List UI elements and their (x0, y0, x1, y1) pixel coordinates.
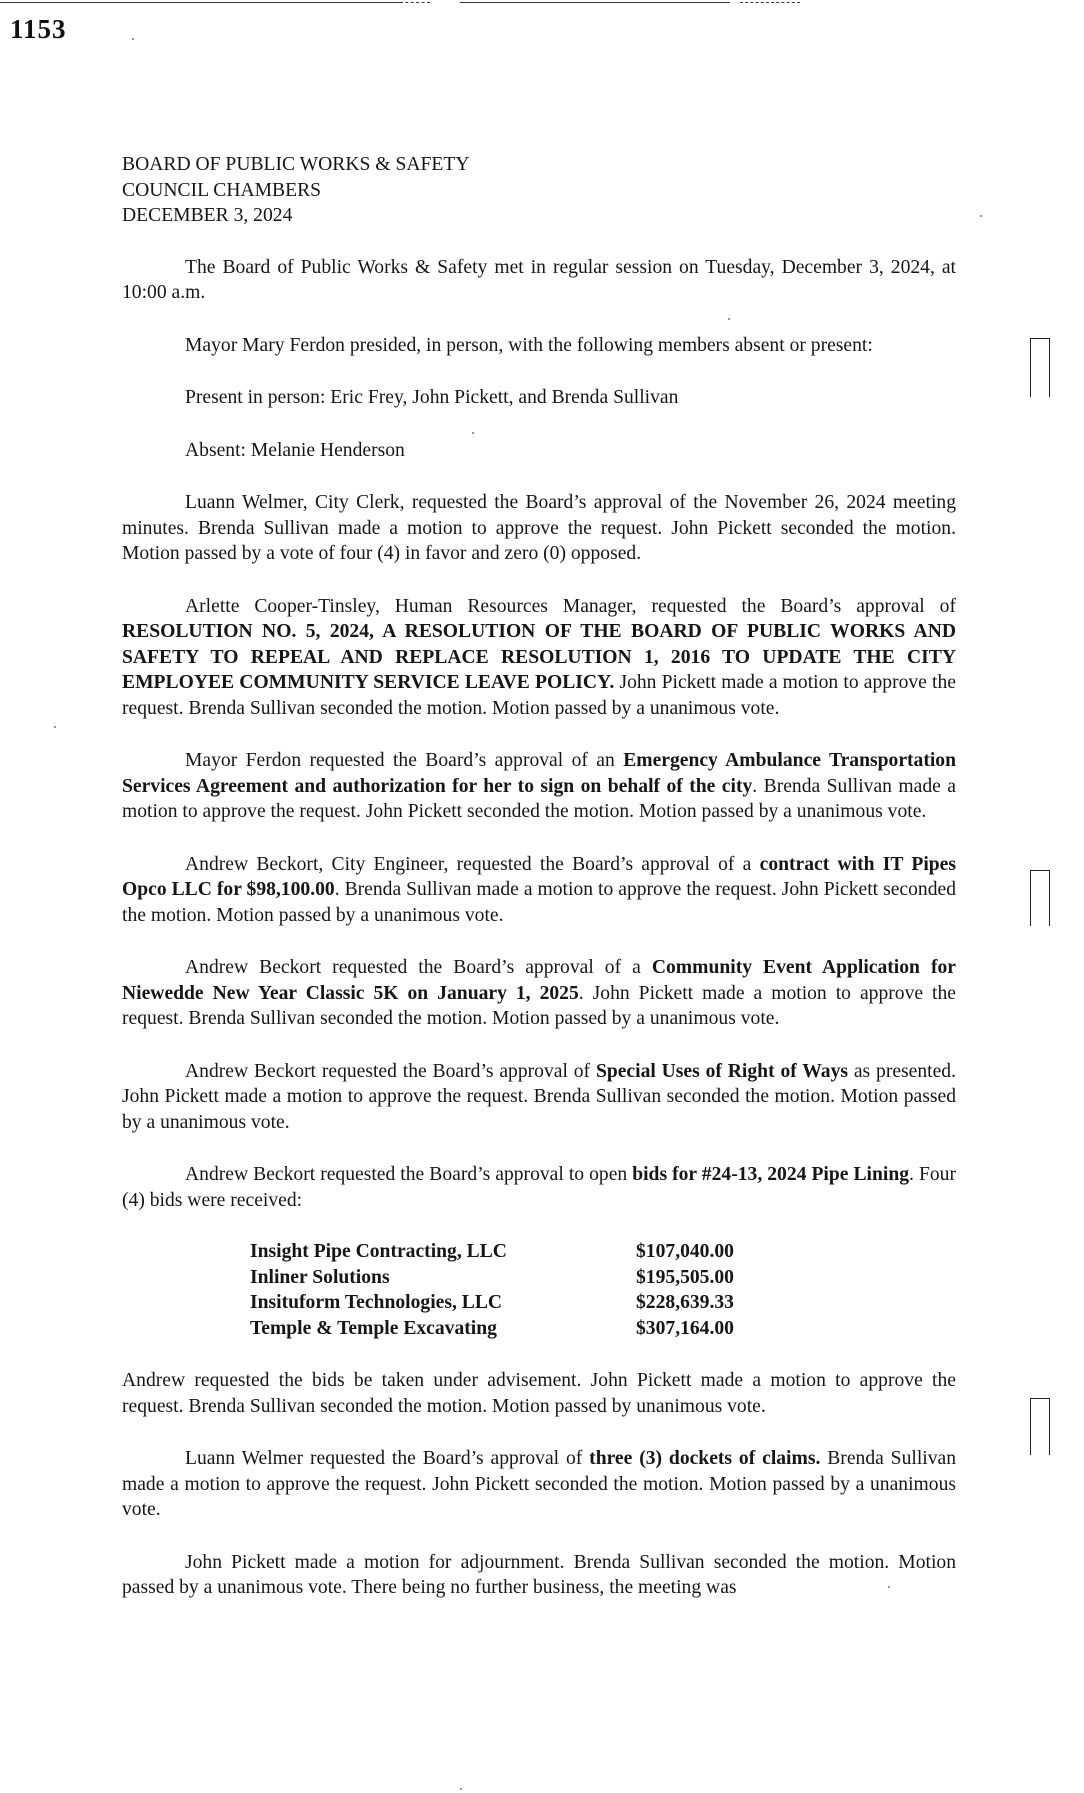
claims-title: three (3) dockets of claims. (589, 1448, 821, 1469)
contract-title: contract with IT Pipes Opco LLC for $98,100.00 (122, 853, 956, 900)
page-number: 1153 (10, 14, 67, 44)
right-of-way-paragraph: Andrew Beckort requested the Board’s approval of Special Uses of Right of Ways as presented. John Pickett made a motion to approve the request. Brenda Sullivan seconded the motion. Motion passed by a unanimous vote. (122, 1060, 956, 1133)
bid-company: Temple & Temple Excavating (250, 1317, 497, 1339)
contract-paragraph: Andrew Beckort, City Engineer, requested the Board’s approval of a contract with IT Pipes Opco LLC for $98,100.00. Brenda Sullivan made a motion to approve the request. John Pickett seconded the motion. Motion passed by a unanimous vote. (122, 853, 957, 926)
bid-amount: $307,164.00 (636, 1317, 734, 1339)
resolution-title: RESOLUTION NO. 5, 2024, A RESOLUTION OF THE BOARD OF PUBLIC WORKS AND SAFETY TO REPEAL AND REPLACE RESOLUTION 1, 2016 TO UPDATE THE CITY EMPLOYEE COMMUNITY SERVICE LEAVE POLICY. (122, 621, 956, 693)
scan-top-line (460, 2, 730, 3)
minutes-approval-paragraph: Luann Welmer, City Clerk, requested the Board’s approval of the November 26, 2024 meeting minutes. Brenda Sullivan made a motion to approve the request. John Pickett seconded the motion. Motion passed by a vote of four (4) in favor and zero (0) opposed. (122, 492, 956, 564)
scan-top-line-dash (740, 2, 800, 3)
header-date: DECEMBER 3, 2024 (122, 205, 293, 226)
ambulance-agreement-title: Emergency Ambulance Transportation Services Agreement and authorization for her to sign on behalf of the city (122, 750, 956, 797)
scan-top-line (0, 2, 400, 3)
margin-bracket (1030, 1398, 1050, 1455)
event-paragraph: Andrew Beckort requested the Board’s approval of a Community Event Application for Niewedde New Year Classic 5K on January 1, 2025. John Pickett made a motion to approve the request. Brenda Sullivan seconded the motion. Motion passed by a unanimous vote. (122, 957, 956, 1029)
header-board-name: BOARD OF PUBLIC WORKS & SAFETY (122, 154, 470, 175)
event-title: Community Event Application for Niewedde New Year Classic 5K on January 1, 2025 (122, 957, 956, 1004)
bid-company: Inliner Solutions (250, 1266, 390, 1288)
table-row (250, 1239, 734, 1265)
bid-amount: $107,040.00 (636, 1241, 734, 1262)
table-row (250, 1265, 734, 1291)
bid-amount: $195,505.00 (636, 1266, 734, 1288)
bids-title: bids for #24-13, 2024 Pipe Lining (632, 1164, 910, 1185)
header-location: COUNCIL CHAMBERS (122, 179, 322, 201)
scan-speck (54, 726, 56, 728)
minutes-document (122, 152, 956, 1601)
ambulance-paragraph: Mayor Ferdon requested the Board’s approval of an Emergency Ambulance Transportation Services Agreement and authorization for her to sign on behalf of the city. Brenda Sullivan made a motion to approve the request. John Pickett seconded the motion. Motion passed by a unanimous vote. (122, 750, 956, 822)
present-members: Present in person: Eric Frey, John Pickett, and Brenda Sullivan (185, 387, 679, 408)
right-of-way-title: Special Uses of Right of Ways (595, 1060, 848, 1082)
absent-members: Absent: Melanie Henderson (185, 439, 405, 461)
bid-company: Insituform Technologies, LLC (250, 1292, 503, 1313)
margin-bracket (1030, 870, 1050, 926)
scan-top-line-dash (400, 2, 430, 3)
scan-speck (460, 1788, 462, 1790)
bid-company: Insight Pipe Contracting, LLC (250, 1241, 507, 1262)
scan-speck (132, 38, 134, 40)
document-header (122, 152, 956, 229)
bid-amount: $228,639.33 (636, 1292, 734, 1313)
claims-paragraph: Luann Welmer requested the Board’s approval of three (3) dockets of claims. Brenda Sullivan made a motion to approve the request. John Pickett seconded the motion. Motion passed by a unanimous vote. (122, 1448, 956, 1520)
resolution-paragraph: Arlette Cooper-Tinsley, Human Resources Manager, requested the Board’s approval of RESOLUTION NO. 5, 2024, A RESOLUTION OF THE BOARD OF PUBLIC WORKS AND SAFETY TO REPEAL AND REPLACE RESOLUTION 1, 2016 TO UPDATE THE CITY EMPLOYEE COMMUNITY SERVICE LEAVE POLICY. John Pickett made a motion to approve the request. Brenda Sullivan seconded the motion. Motion passed by a unanimous vote. (122, 595, 956, 719)
table-row (250, 1290, 734, 1316)
table-row (250, 1316, 734, 1342)
bids-table (250, 1239, 734, 1341)
scan-speck (980, 215, 982, 217)
intro-paragraph: The Board of Public Works & Safety met in regular session on Tuesday, December 3, 2024, at 10:00 a.m. (122, 256, 956, 303)
presided-paragraph: Mayor Mary Ferdon presided, in person, with the following members absent or present: (185, 334, 873, 356)
margin-bracket (1030, 338, 1050, 397)
bids-request-paragraph: Andrew Beckort requested the Board’s approval to open bids for #24-13, 2024 Pipe Lining. Four (4) bids were received: (122, 1164, 956, 1211)
adjournment-paragraph: John Pickett made a motion for adjournment. Brenda Sullivan seconded the motion. Motion passed by a unanimous vote. There being no further business, the meeting was (122, 1551, 956, 1598)
advisement-paragraph: Andrew requested the bids be taken under advisement. John Pickett made a motion to approve the request. Brenda Sullivan seconded the motion. Motion passed by unanimous vote. (122, 1370, 956, 1417)
